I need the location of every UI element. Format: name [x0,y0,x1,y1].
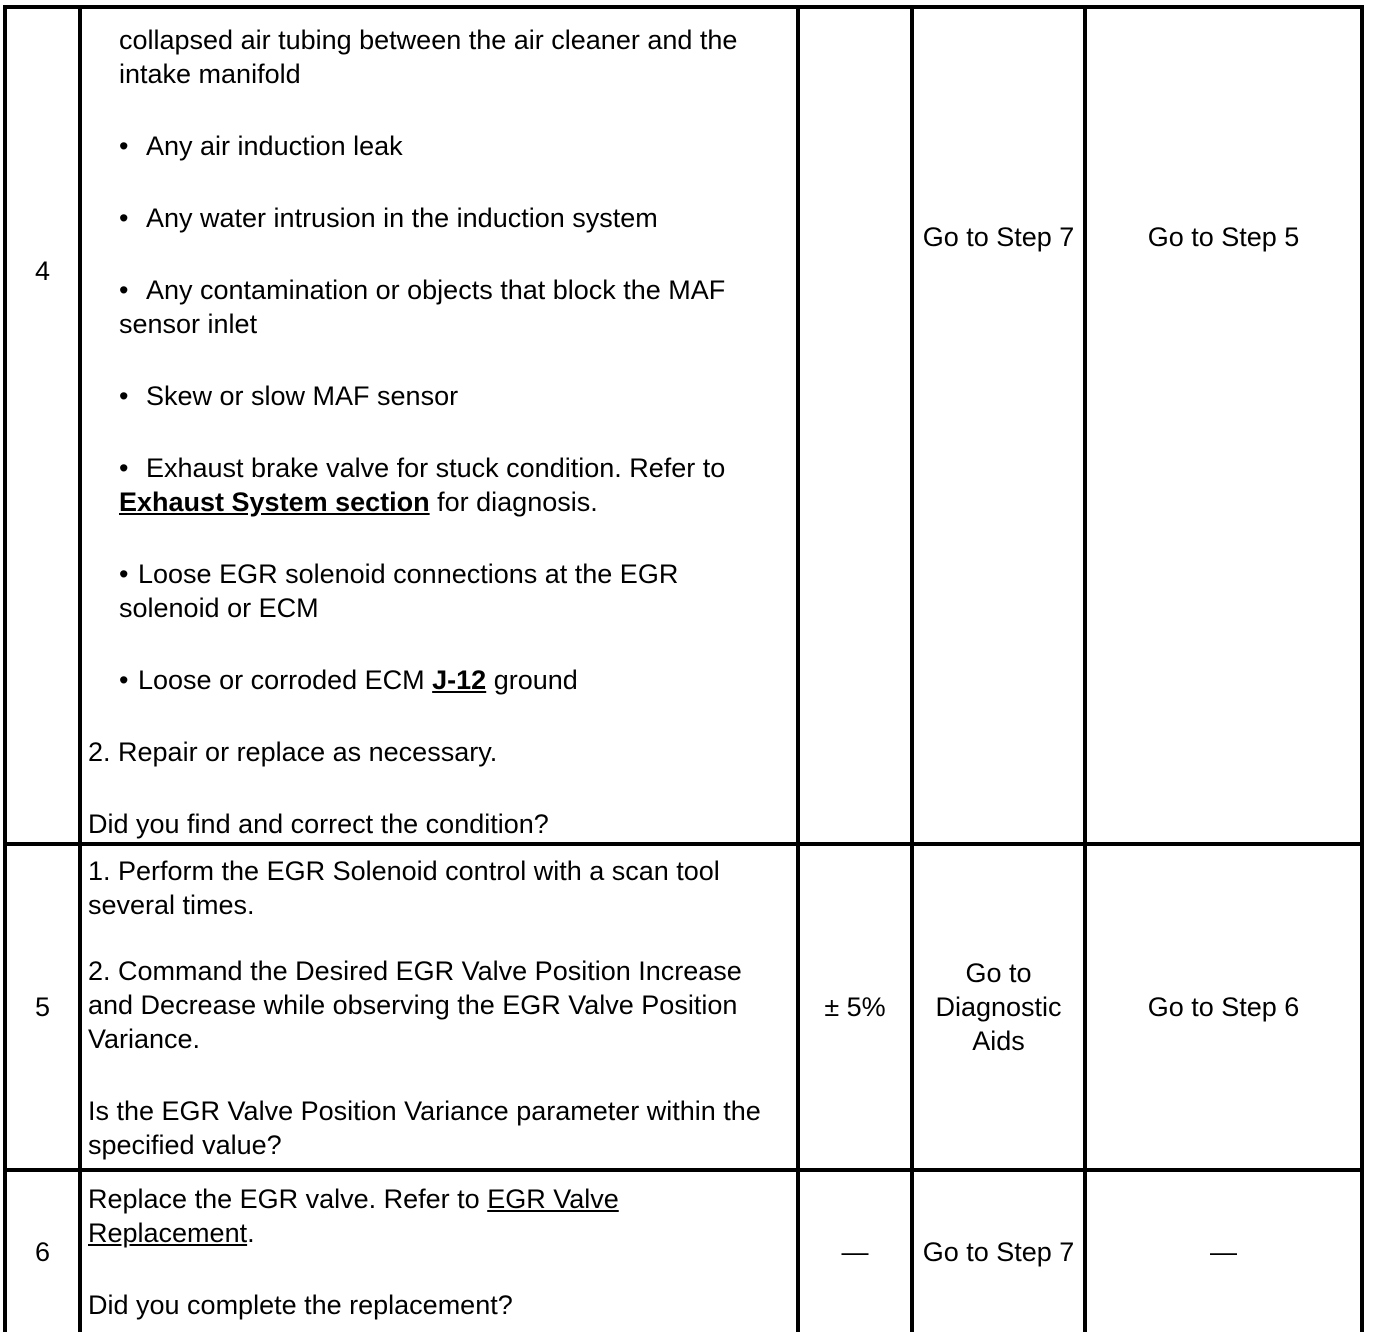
no-text: — [1210,1237,1237,1267]
step-number-text: 6 [34,1237,51,1267]
yes-text: Go to Diagnostic Aids [935,958,1062,1056]
list-item: • Any air induction leak [119,130,403,161]
value-cell [798,1170,912,1332]
action-question: Did you find and correct the condition? [88,808,549,839]
action-question: Did you complete the replacement? [88,1290,513,1320]
action-text: Replace the EGR valve. Refer to EGR Valve Replacement. [88,1184,619,1248]
no-text: Go to Step 6 [1147,992,1300,1022]
action-step-2: 2. Command the Desired EGR Valve Position Increase and Decrease while observing the EGR Valve Position Variance. [88,956,742,1054]
list-item: • Skew or slow MAF sensor [119,380,459,411]
j12-link[interactable]: J-12 [432,664,487,695]
value-text: — [841,1237,869,1267]
list-item: • Exhaust brake valve for stuck condition. Refer to Exhaust System section for diagnosis. [119,452,726,517]
no-text: Go to Step 5 [1147,222,1300,252]
action-text-continued: collapsed air tubing between the air cleaner and the intake manifold [119,24,738,89]
bullet-icon: • [119,130,129,161]
value-text: ± 5% [824,992,886,1022]
list-item: • Any contamination or objects that block the MAF sensor inlet [119,274,726,339]
bullet-icon: • [119,202,129,233]
no-cell [1085,1170,1362,1332]
yes-text: Go to Step 7 [922,222,1075,252]
step-number [5,1170,80,1332]
action-step-1: 1. Perform the EGR Solenoid control with a scan tool several times. [88,856,720,920]
step-number [5,844,80,1170]
step-number [5,7,80,844]
egr-valve-replacement-link[interactable]: EGR Valve Replacement [88,1184,619,1248]
action-cell [80,1170,798,1332]
diagnostic-steps-table [3,5,1364,1332]
value-cell [798,844,912,1170]
action-step-2: 2. Repair or replace as necessary. [88,736,498,767]
table-row [5,1170,1362,1332]
action-cell [80,844,798,1170]
bullet-icon: • [119,664,129,695]
yes-text: Go to Step 7 [922,1237,1075,1267]
value-cell [798,7,912,844]
action-question: Is the EGR Valve Position Variance parameter within the specified value? [88,1096,761,1160]
table-row [5,844,1362,1170]
yes-cell [912,7,1085,844]
bullet-icon: • [119,274,129,305]
list-item: • Loose or corroded ECM J-12 ground [119,664,578,695]
yes-cell [912,844,1085,1170]
exhaust-system-link[interactable]: Exhaust System section [119,486,430,517]
yes-cell [912,1170,1085,1332]
bullet-icon: • [119,558,129,589]
table-row [5,7,1362,844]
action-cell [80,7,798,844]
no-cell [1085,7,1362,844]
step-number-text: 5 [34,992,51,1022]
no-cell [1085,844,1362,1170]
bullet-icon: • [119,380,129,411]
bullet-icon: • [119,452,129,483]
step-number-text: 4 [34,256,51,286]
list-item: • Loose EGR solenoid connections at the EGR solenoid or ECM [119,558,679,623]
list-item: • Any water intrusion in the induction system [119,202,658,233]
